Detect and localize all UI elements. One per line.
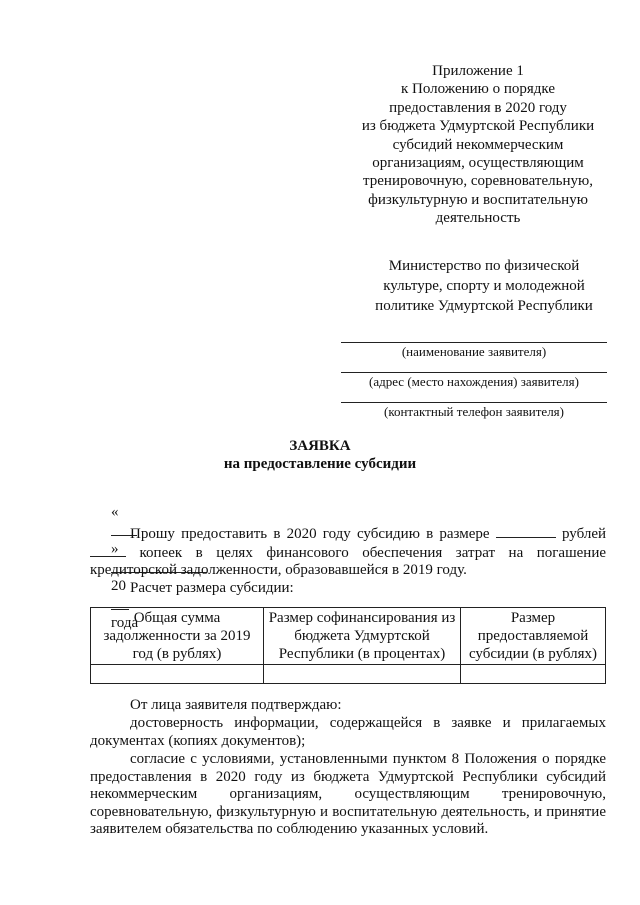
table-header-cofinancing: Размер софинансирования из бюджета Удмуртской Республики (в процентах) (264, 608, 461, 665)
appendix-header (330, 62, 626, 228)
request-text-end: копеек в целях финансового обеспечения затрат на погашение кредиторской задолженности, образовавшейся в 2019 году. (90, 544, 607, 578)
appendix-line: тренировочную, соревновательную, (363, 173, 593, 190)
appendix-line: физкультурную и воспитательную (368, 191, 588, 208)
table-cell-cofinancing[interactable] (264, 665, 461, 684)
applicant-phone-line[interactable] (341, 402, 607, 403)
kopecks-blank[interactable] (90, 544, 126, 557)
calc-label: Расчет размера субсидии: (130, 580, 294, 596)
rubles-blank[interactable] (496, 525, 556, 538)
appendix-line: деятельность (435, 210, 521, 227)
appendix-line: организациям, осуществляющим (372, 155, 584, 172)
addressee-line: Министерство по физической (388, 258, 580, 274)
request-paragraph (90, 525, 606, 580)
year-word: года (111, 615, 139, 631)
open-quote: « (111, 504, 119, 520)
confirm-intro: От лица заявителя подтверждаю: (130, 697, 342, 713)
table-cell-subsidy[interactable] (461, 665, 606, 684)
close-quote: » (111, 541, 119, 557)
confirm-item-consent: согласие с условиями, установленными пунктом 8 Положения о порядке предоставления в 2020 году из бюджета Удмуртской Республики субсидий некоммерческим организациям, осуществляющим тренировочную, соревновательную, физкультурную и воспитательную деятельность, и принятие заявителем обязательства по соблюдению указанных условий. (90, 751, 606, 837)
request-text-start: Прошу предоставить в 2020 году субсидию в размере (130, 526, 490, 542)
year-prefix: 20 (111, 578, 126, 594)
appendix-number: Приложение 1 (432, 63, 524, 79)
applicant-name-line[interactable] (341, 342, 607, 343)
appendix-line: предоставления в 2020 году (389, 99, 567, 116)
applicant-phone-caption: (контактный телефон заявителя) (383, 404, 564, 419)
table-header-row (91, 608, 606, 665)
document-subtitle: на предоставление субсидии (223, 456, 417, 472)
document-title: ЗАЯВКА (289, 438, 351, 454)
table-header-subsidy: Размер предоставляемой субсидии (в рублях) (461, 608, 606, 665)
calculation-table (90, 607, 606, 684)
appendix-line: из бюджета Удмуртской Республики (361, 118, 595, 135)
addressee-line: культуре, спорту и молодежной (383, 278, 585, 294)
confirm-item-accuracy: достоверность информации, содержащейся в заявке и прилагаемых документах (копиях документов); (90, 715, 606, 749)
applicant-address-caption: (адрес (место нахождения) заявителя) (369, 374, 579, 389)
appendix-line: субсидий некоммерческим (392, 136, 564, 153)
table-row (91, 665, 606, 684)
addressee-line: политике Удмуртской Республики (375, 298, 593, 314)
addressee-block (340, 256, 628, 316)
appendix-line: к Положению о порядке (401, 81, 555, 98)
table-cell-debt[interactable] (91, 665, 264, 684)
request-rubles-word: рублей (561, 526, 607, 542)
table-header-debt: Общая сумма задолженности за 2019 год (в рублях) (91, 608, 264, 665)
applicant-address-line[interactable] (341, 372, 607, 373)
applicant-name-caption: (наименование заявителя) (401, 344, 547, 359)
